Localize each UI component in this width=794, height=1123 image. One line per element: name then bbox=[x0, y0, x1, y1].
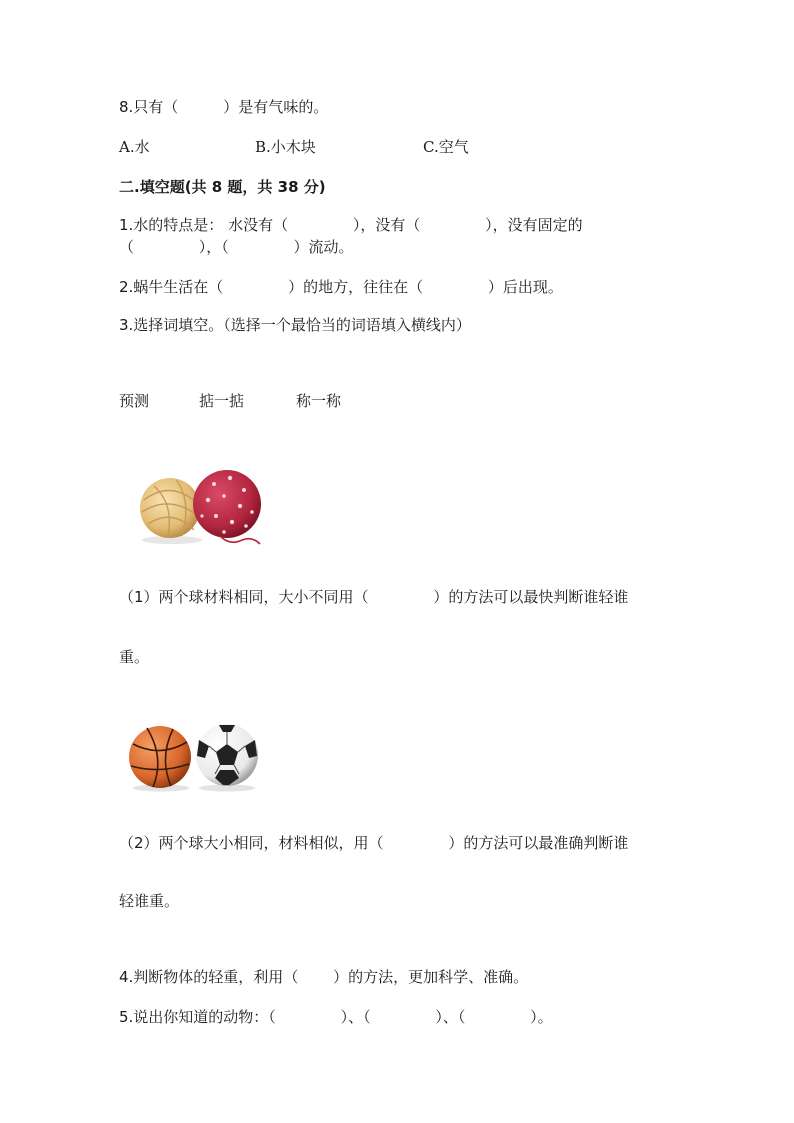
yarn-balls-image bbox=[130, 460, 265, 550]
q3-sub1-line2: 重。 bbox=[119, 648, 150, 666]
q5-text: 5.说出你知道的动物：（ ）、（ ）、（ ）。 bbox=[119, 1008, 553, 1026]
q3-sub2-line2: 轻谁重。 bbox=[119, 892, 180, 910]
q8-option-c: C.空气 bbox=[423, 138, 469, 156]
word-option-predict: 预测 bbox=[119, 392, 150, 410]
section-heading: 二.填空题(共 8 题，共 38 分) bbox=[119, 178, 326, 196]
q3-sub1-line1: （1）两个球材料相同，大小不同用（ ）的方法可以最快判断谁轻谁 bbox=[119, 588, 629, 606]
q1-line1: 1.水的特点是： 水没有（ ），没有（ ），没有固定的 bbox=[119, 216, 583, 234]
q1-line2: （ ），（ ）流动。 bbox=[119, 238, 354, 256]
q3-stem: 3.选择词填空。（选择一个最恰当的词语填入横线内） bbox=[119, 316, 471, 334]
word-option-heft: 掂一掂 bbox=[199, 392, 245, 410]
q3-sub2-line1: （2）两个球大小相同，材料相似，用（ ）的方法可以最准确判断谁 bbox=[119, 834, 629, 852]
q4-text: 4.判断物体的轻重，利用（ ）的方法，更加科学、准确。 bbox=[119, 968, 529, 986]
word-option-weigh: 称一称 bbox=[296, 392, 342, 410]
q8-option-a: A.水 bbox=[119, 138, 150, 156]
q8-stem: 8.只有（ ）是有气味的。 bbox=[119, 98, 329, 116]
q8-option-b: B.小木块 bbox=[255, 138, 316, 156]
basketball-soccer-image bbox=[125, 718, 265, 794]
q2-text: 2.蜗牛生活在（ ）的地方，往往在（ ）后出现。 bbox=[119, 278, 563, 296]
